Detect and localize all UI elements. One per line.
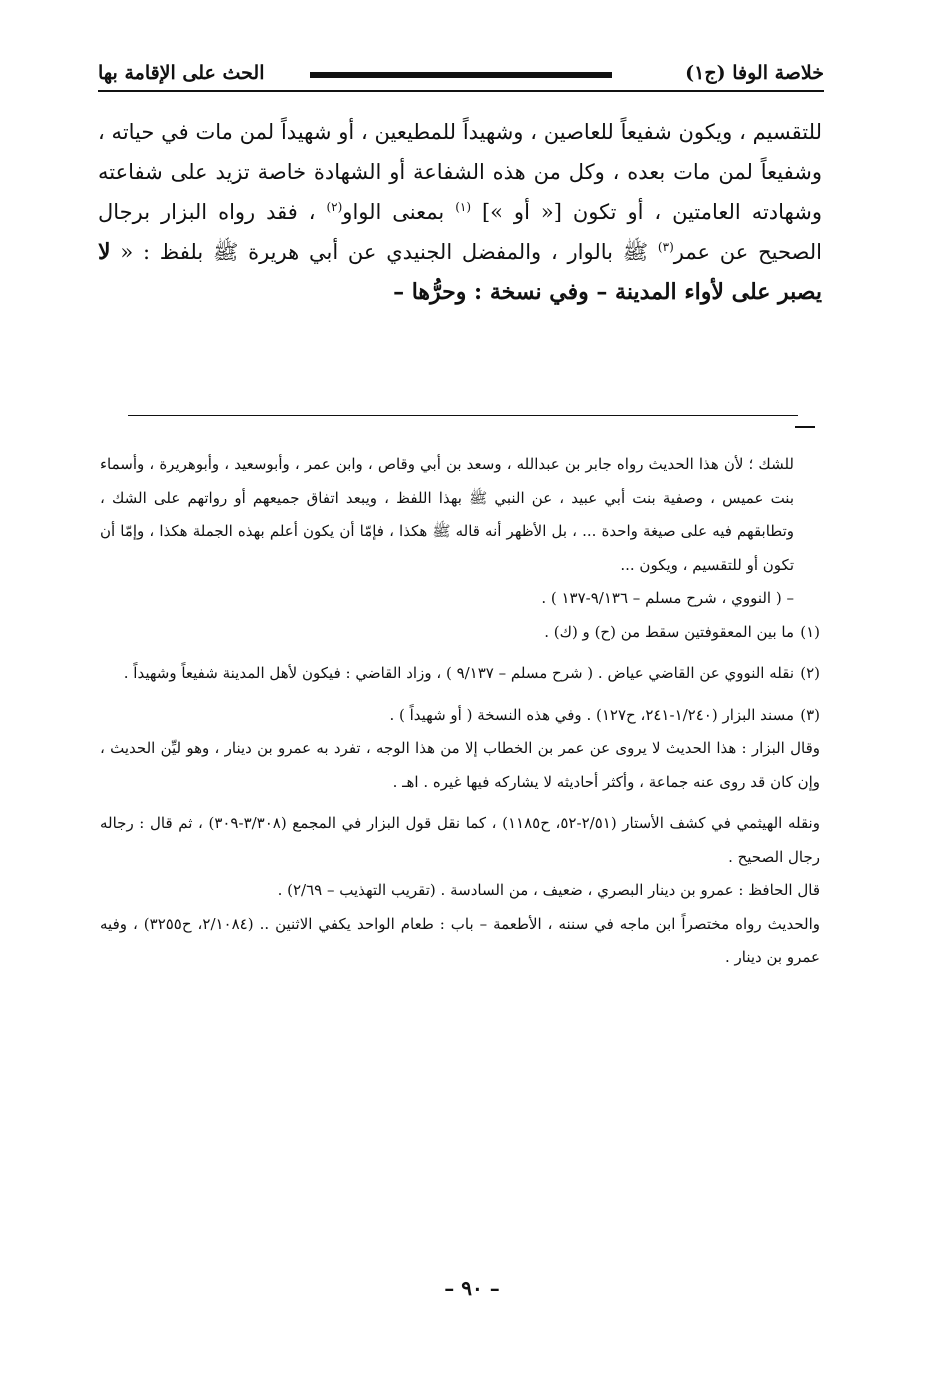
footnote-3-paragraph: والحديث رواه مختصراً ابن ماجه في سننه ، الأطعمة – باب : طعام الواحد يكفي الاثنين .. (٢/١٠٨٤، ح٣٢٥٥) ، وفيه عمرو بن دينار . — [100, 914, 821, 966]
page-number: – ٩٠ – — [444, 1276, 500, 1300]
footnote-ref-2[interactable]: (٢) — [326, 200, 343, 214]
header-bar — [310, 72, 612, 78]
footnote-2 — [100, 657, 820, 691]
footnote-text: ما بين المعقوفتين سقط من (ح) و (ك) . — [544, 622, 794, 641]
footnote-continuation: للشك ؛ لأن هذا الحديث رواه جابر بن عبدالله ، وسعد بن أبي وقاص ، وابن عمر ، وأبوسعيد ، وأبوهريرة ، وأسماء بنت عميس ، وصفية بنت أبي عبيد ، عن النبي ﷺ بهذا اللفظ ، ويبعد اتفاق جميعهم أو رواتهم على الشك ، وتطابقهم فيه على صيغة واحدة ... ، بل الأظهر أنه قاله ﷺ هكذا ، فإمّا أن يكون أعلم بهذه الجملة هكذا ، وإمّا أن تكون أو للتقسيم ، ويكون ... — [100, 455, 794, 574]
footnotes — [100, 448, 820, 975]
footnote-ref-3[interactable]: (٣) — [657, 240, 674, 254]
main-text-part4: ﷺ بالوار ، والمفضل الجنيدي عن أبي هريرة ﷺ بلفظ : « — [110, 240, 658, 264]
chapter-title: الحث على الإقامة بها — [98, 62, 265, 84]
main-text-part2: بمعنى الواو — [342, 200, 456, 224]
footnote-1 — [100, 616, 820, 650]
hadith-emphasis: لا يصبر على لأواء المدينة – وفي نسخة : وحرُّها – — [98, 239, 822, 305]
footnote-3-paragraph: وقال البزار : هذا الحديث لا يروى عن عمر بن الخطاب إلا من هذا الوجه ، تفرد به عمرو بن دينار ، وهو ليِّن الحديث ، وإن كان قد روى عنه جماعة ، وأكثر أحاديثه لا يشاركه فيها غيره . اهـ . — [100, 739, 820, 791]
footnote-3-paragraph: قال الحافظ : عمرو بن دينار البصري ، ضعيف ، من السادسة . (تقريب التهذيب – ٢/٦٩) . — [277, 881, 820, 899]
main-text-part3: ، فقد رواه البزار برجال الصحيح عن عمر — [98, 200, 822, 264]
footnote-continuation-source: – ( النووي ، شرح مسلم – ٩/١٣٦-١٣٧ ) . — [541, 589, 794, 607]
main-paragraph — [98, 112, 822, 312]
footnote-number: (٣) — [800, 705, 820, 724]
footnote-separator-mark — [795, 426, 815, 428]
footnote-ref-1[interactable]: (١) — [455, 200, 472, 214]
book-title: خلاصة الوفا (ج١) — [685, 62, 824, 84]
footnote-number: (١) — [800, 622, 820, 641]
footnote-text: مسند البزار (١/٢٤٠-٢٤١، ح١٢٧) . وفي هذه النسخة ( أو شهيداً ) . — [389, 705, 794, 724]
footnote-3-paragraph: ونقله الهيثمي في كشف الأستار (٢/٥١-٥٢، ح١١٨٥) ، كما نقل قول البزار في المجمع (٣/٣٠٨-٣٠٩) ، ثم قال : رجاله رجال الصحيح . — [100, 814, 820, 866]
running-header — [98, 60, 824, 94]
footnote-number: (٢) — [800, 664, 820, 682]
main-text-part1: للتقسيم ، ويكون شفيعاً للعاصين ، وشهيداً للمطيعين ، أو شهيداً لمن مات في حياته ، وشفيعاً لمن مات بعده ، وكل من هذه الشفاعة أو الشهادة خاصة تزيد على شفاعته وشهادته العامتين ، أو تكون [« أو »] — [98, 120, 822, 224]
footnote-3 — [100, 699, 820, 733]
main-text — [98, 112, 822, 312]
footnote-separator — [128, 415, 798, 416]
header-rule — [98, 90, 824, 92]
footnote-text: نقله النووي عن القاضي عياض . ( شرح مسلم – ٩/١٣٧ ) ، وزاد القاضي : فيكون لأهل المدينة شفيعاً وشهيداً . — [123, 664, 794, 682]
